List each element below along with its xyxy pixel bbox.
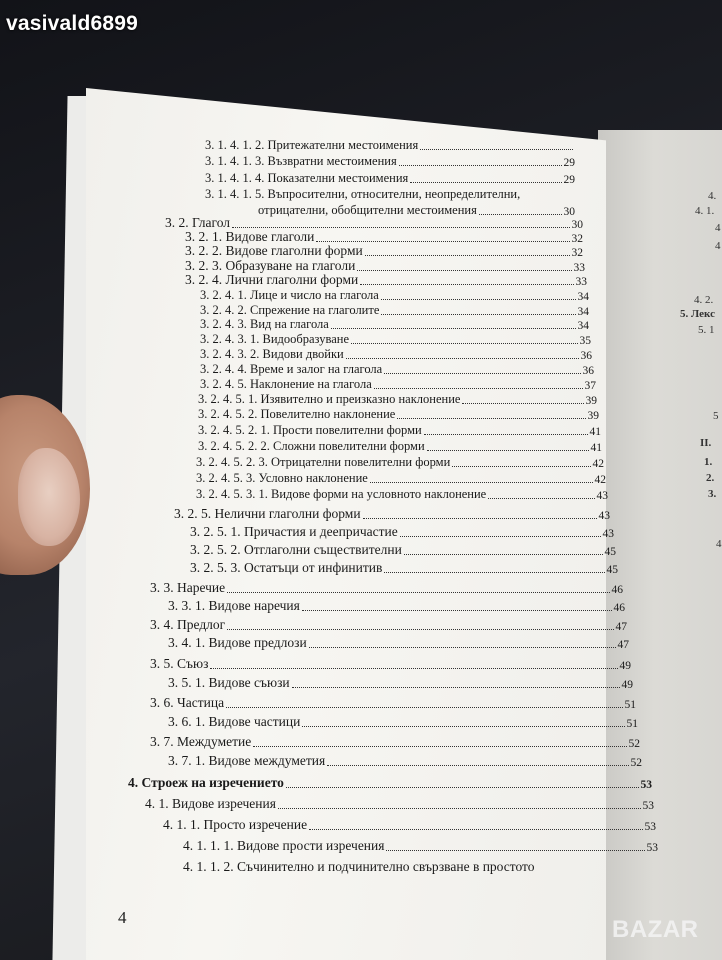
toc-entry: 3. 2. 4. 5. 3. 1. Видове форми на условното наклонение 43 [196, 487, 608, 502]
toc-entry: отрицателни, обобщителни местоимения 30 [258, 203, 575, 218]
toc-entry: 3. 5. 1. Видове съюзи 49 [168, 675, 633, 691]
bazar-logo: BAZAR [612, 916, 699, 943]
toc-entry: 3. 1. 4. 1. 5. Въпросителни, относителни, неопределителни, [205, 187, 521, 201]
toc-entry: 3. 3. 1. Видове наречия 46 [168, 598, 625, 614]
right-page-text: 3. [708, 488, 717, 500]
toc-entry: 3. 2. 4. 5. 2. 3. Отрицателни повелителни форми 42 [196, 455, 604, 470]
toc-entry: 3. 2. 5. 2. Отглаголни съществителни 45 [190, 542, 616, 558]
toc-entry: 3. 6. Частица 51 [150, 695, 636, 711]
toc-entry: 3. 2. 4. 5. 2. Повелително наклонение 39 [198, 407, 599, 422]
toc-entry: 3. 1. 4. 1. 4. Показателни местоимения 29 [205, 171, 575, 186]
watermark-username: vasivald6899 [6, 12, 139, 35]
toc-entry: 3. 2. 4. 1. Лице и число на глагола 34 [200, 288, 589, 303]
thumbnail-nail [18, 448, 80, 546]
toc-entry: 3. 7. Междуметие 52 [150, 734, 640, 750]
toc-entry: 3. 2. 4. Лични глаголни форми 33 [185, 272, 587, 288]
toc-entry: 3. 2. 5. Нелични глаголни форми 43 [174, 506, 610, 522]
toc-entry: 3. 7. 1. Видове междуметия 52 [168, 753, 642, 769]
toc-entry: 3. 2. 2. Видове глаголни форми 32 [185, 243, 583, 259]
toc-entry: 3. 3. Наречие 46 [150, 580, 623, 596]
toc-entry: 4. 1. 1. 1. Видове прости изречения 53 [183, 838, 658, 854]
toc-entry: 3. 2. 4. 2. Спрежение на глаголите 34 [200, 303, 589, 318]
right-page-text: 2. [706, 472, 715, 484]
right-page-text: 4 [716, 538, 722, 550]
right-page-text: 1. [704, 456, 713, 468]
toc-entry: 3. 2. Глагол 30 [165, 215, 583, 231]
toc-entry: 4. 1. Видове изречения 53 [145, 796, 654, 812]
right-page-text: 4 [715, 240, 721, 252]
toc-entry: 3. 2. 5. 1. Причастия и деепричастие 43 [190, 524, 614, 540]
toc-entry: 3. 2. 4. 3. Вид на глагола 34 [200, 317, 589, 332]
toc-entry: 3. 2. 4. 3. 1. Видообразуване 35 [200, 332, 591, 347]
toc-entry: 3. 2. 3. Образуване на глаголи 33 [185, 258, 585, 274]
right-page-text: 5. 1 [698, 324, 715, 336]
toc-entry: 3. 6. 1. Видове частици 51 [168, 714, 638, 730]
toc-entry: 3. 2. 4. 5. 1. Изявително и преизказно наклонение 39 [198, 392, 597, 407]
toc-entry: 3. 2. 4. 5. 2. 1. Прости повелителни форми 41 [198, 423, 601, 438]
toc-entry: 3. 2. 4. 3. 2. Видови двойки 36 [200, 347, 592, 362]
toc-entry: 3. 2. 4. 5. 3. Условно наклонение 42 [196, 471, 606, 486]
right-page-text: 4. 2. [694, 294, 714, 306]
toc-entry: 4. 1. 1. 2. Съчинително и подчинително свързване в простото [183, 859, 535, 874]
toc-entry: 4. Строеж на изречението 53 [128, 775, 652, 791]
right-page-text: 4. 1. [695, 205, 715, 217]
right-page-text: 5 [713, 410, 719, 422]
toc-entry: 3. 4. Предлог 47 [150, 617, 627, 633]
right-page-text: 5. Лекс [680, 308, 715, 320]
toc-entry: 3. 4. 1. Видове предлози 47 [168, 635, 629, 651]
toc-entry: 3. 2. 4. 5. Наклонение на глагола 37 [200, 377, 596, 392]
toc-entry: 3. 2. 1. Видове глаголи 32 [185, 229, 583, 245]
toc-entry: 3. 1. 4. 1. 2. Притежателни местоимения [205, 137, 575, 153]
toc-entry: 3. 2. 5. 3. Остатъци от инфинитив 45 [190, 560, 618, 576]
right-page-text: 4 [715, 222, 721, 234]
toc-entry: 3. 2. 4. 5. 2. 2. Сложни повелителни форми 41 [198, 439, 602, 454]
toc-entry: 3. 2. 4. 4. Време и залог на глагола 36 [200, 362, 594, 377]
page-number: 4 [118, 908, 127, 927]
right-page-text: II. [700, 437, 712, 449]
toc-entry: 3. 5. Съюз 49 [150, 656, 631, 672]
toc-entry: 4. 1. 1. Просто изречение 53 [163, 817, 656, 833]
toc-entry: 3. 1. 4. 1. 3. Възвратни местоимения 29 [205, 154, 575, 169]
right-page-text: 4. [708, 190, 717, 202]
